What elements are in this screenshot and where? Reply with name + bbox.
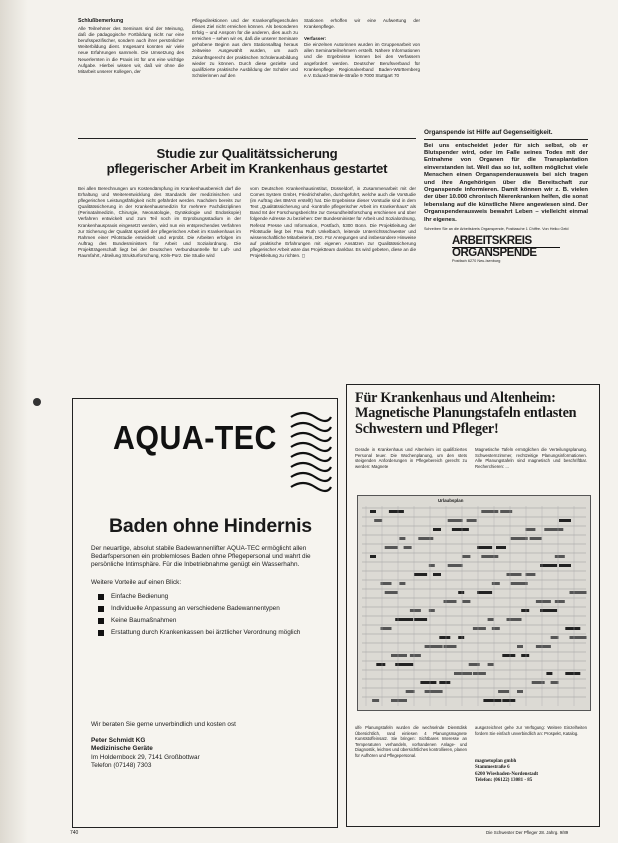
board-magnet: [420, 681, 436, 684]
board-magnet: [570, 636, 587, 639]
board-magnet: [530, 537, 542, 540]
aquatec-body: [91, 545, 323, 641]
board-magnet: [448, 519, 463, 522]
organ-donation-note: Schreiben Sie an die Arbeitskreis Organspende, Posttasche 1 Chiffre. Von Heiko Geld: [424, 227, 569, 232]
planning-contact: [475, 759, 593, 785]
board-magnet: [517, 645, 523, 648]
board-magnet: [433, 528, 441, 531]
board-magnet: [546, 672, 552, 675]
logo-address: Postfach 6270 Neu-Isenburg: [452, 259, 501, 264]
board-magnet: [511, 537, 528, 540]
planning-text-left: Gerade in Krankenhaus und Altenheim ist qualifiziertes Personal teuer. Die Wochenplanung, um den stets steigenden Anforderungen in Pflegebereich gerecht zu werden: Magnete: [355, 447, 467, 469]
board-magnet: [500, 510, 512, 513]
board-magnet: [473, 627, 486, 630]
board-magnet: [481, 510, 498, 513]
board-magnet: [555, 555, 565, 558]
board-magnet: [414, 618, 427, 621]
aquatec-list-title: Weitere Vorteile auf einen Blick:: [91, 579, 182, 586]
board-magnet: [370, 555, 376, 558]
contact-name: magnetoplan gmbh: [475, 759, 517, 764]
feature-item: Keine Baumaßnahmen: [91, 617, 323, 625]
aquatec-phone: Telefon (07148) 7303: [91, 762, 152, 770]
aquatec-feature-list: [91, 593, 323, 637]
board-magnet: [525, 528, 535, 531]
aquatec-brand: AQUA-TEC: [113, 419, 277, 456]
board-grid: [358, 496, 590, 710]
board-magnet: [477, 546, 492, 549]
board-magnet: [391, 654, 407, 657]
board-magnet: [551, 636, 559, 639]
board-magnet: [376, 663, 385, 666]
journal-name: Die Schwester Der Pfleger 28. Jahrg. 9/89: [486, 830, 569, 835]
board-magnet: [410, 609, 421, 612]
organ-donation-box: [424, 129, 588, 264]
board-magnet: [429, 609, 435, 612]
aquatec-intro: Der neuartige, absolut stabile Badewannenlifter AQUA-TEC ermöglicht allen Bedarfspersonen ein problemloses Baden ohne Pflegepersonal und wahrt die persönliche Intimsphäre. Für die Inbetriebnahme genügt ein Wasserhahn.: [91, 545, 311, 568]
middle-column: [192, 18, 298, 136]
board-magnet: [473, 672, 486, 675]
board-magnet: [425, 690, 443, 693]
board-magnet: [492, 582, 500, 585]
punch-mark: [33, 398, 41, 406]
board-magnet: [481, 555, 498, 558]
planning-board-photo: [357, 495, 591, 711]
article-column-1: [78, 186, 241, 386]
board-magnet: [502, 699, 515, 702]
scan-shadow: [0, 0, 28, 843]
board-magnet: [496, 546, 506, 549]
board-magnet: [454, 672, 472, 675]
board-magnet: [410, 654, 421, 657]
contact-city: 6200 Wiesbaden-Nordenstadt: [475, 771, 539, 777]
organ-donation-text: Bei uns entscheidet jeder für sich selbst, ob er Blutspender wird, oder im Falle seines Todes mit der Entnahme von Organen für die Transplantation einverstanden ist. Weil das so ist, sollten möglichst viele Menschen einen Organspenderausweis bei sich tragen und ihre Angehörigen über die Bereitschaft zur Organspende informieren. Damit können wir z. B. vielen der über 10.000 chronisch Nierenkranken helfen, die sonst lebenslang auf die künstliche Niere angewiesen sind. Der Organspenderausweis bewahrt Leben – vielleicht einmal Ihr eigenes.: [424, 142, 588, 223]
headline-line-2: pflegerischer Arbeit im Krankenhaus gestartet: [106, 161, 388, 176]
planning-foot-right: ausgezeichnet gehe zur Verfügung: Weitere Einzelheiten fordern Sie einfach unverbindlich an: Prospekt, Katalog.: [475, 725, 587, 736]
planning-headline: Für Krankenhaus und Altenheim: Magnetische Planungstafeln entlasten Schwestern und Pfleger!: [355, 390, 577, 437]
board-magnet: [477, 591, 492, 594]
board-magnet: [551, 681, 559, 684]
conclusion-heading: Schlußbemerkung: [78, 18, 124, 24]
headline-line-1: Studie zur Qualitätssicherung: [156, 146, 338, 161]
board-magnet: [507, 573, 522, 576]
board-label: Urlaubsplan: [438, 498, 464, 503]
board-magnet: [458, 636, 464, 639]
author-column: [304, 18, 420, 136]
board-magnet: [429, 564, 435, 567]
aquatec-division: Medizinische Geräte: [91, 745, 153, 753]
conclusion-text: Alle Teilnehmer des Seminars sind der Meinung, daß die pädagogische Fortbildung nicht nur eine berufsspezifischer, sondern auch ihrer persönlicher Weiterbildung dient. Insgesamt konnten wir viele neue Erfahrungen sammeln. Die Umsetzung des Neuerlernten in die Praxis ist für uns eine wichtige Aufgabe. Hierbei wissen wir, daß wir ohne die Mitarbeit unserer Kollegen, der: [78, 26, 184, 74]
contact-street: Stammestraße 6: [475, 765, 510, 771]
board-magnet: [439, 636, 450, 639]
board-magnet: [462, 555, 470, 558]
aquatec-address: [91, 737, 200, 771]
board-magnet: [570, 591, 587, 594]
board-magnet: [467, 519, 477, 522]
planning-foot-left: ulfe Planungstafeln wurden die wechselnde Dienstdisk Übersichtlich, rand einlesen 4 Planungsmagnete Kunststoffeinsatz. Sie bringen: Sichtbares Interesse an Temperaturen verhandeln, vorhandenen Anlage- und Diagnostik, leichtes und übersichtliches kontrollieren, planen für Aufhören und Pflegepersonal.: [355, 725, 467, 758]
aquatec-call: Wir beraten Sie gerne unverbindlich und kosten ost: [91, 721, 236, 728]
board-magnet: [385, 546, 398, 549]
planning-board-advertisement: [346, 384, 600, 827]
article-text-1: Bei allen Berechnungen um Kostendämpfung im Krankenhausbereich darf die Erhaltung und Weiterentwicklung des Standards der medizinischen und pflegerischen Leistungsfähigkeit nicht gefährdet werden. Nachdem bereits zur Qualitätssicherung in der Krankenhausmedizin für mehrere Fachdisziplinen (Perinatalmedizin, Chirurgie, Neonatologie, Gynäkologie und Endoskopie) Verfahren entwickelt und zum Teil noch im Erprobungsstadium in der Krankenhauspraxis eingesetzt werden, wird nun ein entsprechendes Verfahren zur Sicherung der Qualität speziell der pflegerischen Arbeit im Krankenhaus im Rahmen einer Pilotstudie entwickelt und erprobt. Die Arbeiten erfolgen im Auftrag des Bundesministers für Arbeit und Sozialordnung. Die Projektträgerschaft liegt bei der Deutschen Verbundsantrelle für Luft- und Raumfahrt, Abteilung Strukturforschung, Köln-Porz. Die Studie wird: [78, 186, 241, 259]
arbeitskreis-logo: [452, 236, 560, 264]
divider: [78, 138, 416, 139]
board-magnet: [559, 564, 571, 567]
contact-phone: Telefon: (06122) 13081 - 85: [475, 778, 533, 784]
board-magnet: [521, 609, 529, 612]
conclusion-column: [78, 18, 184, 136]
water-wave-icon: [287, 407, 335, 501]
board-magnet: [452, 528, 469, 531]
board-magnet: [555, 600, 565, 603]
board-magnet: [540, 609, 557, 612]
board-magnet: [404, 546, 412, 549]
board-magnet: [414, 573, 427, 576]
middle-column-text: Pflegedirektionen und der Krankenpflegeschulen dieses Ziel nicht erreichen können. Als besonderen Erfolg – und Ansporn für die anderen, dies auch zu erreichen – sehen wir es, daß die unserer Seminare gehobene Beginn aus dem Stationsalltag heraus zeitweise Ausgewählt wurden, um auch Zukunftsgerecht der praktischen Schülerausbildung wieder zu können. Durch diese gezielte und qualifizierte praktische Ausbildung der Schüler und Schülerinnen auf den: [192, 18, 298, 78]
board-magnet: [370, 510, 376, 513]
board-magnet: [517, 690, 523, 693]
board-magnet: [399, 537, 405, 540]
organ-donation-title: Organspende ist Hilfe auf Gegenseitigkeit.: [424, 129, 588, 140]
board-magnet: [507, 618, 522, 621]
article-text-2: vom Deutschen Krankenhausinstitut, Düsseldorf, in Zusammenarbeit mit der Comes System GmbH, Friedrichshafen, durchgeführt, welche auch die Vorstudie (im Auftrag des BMAS erstellt) hat. Die Ergebnisse dieser Vorstudie sind in dem Text „Qualitätssicherung und -kontrolle pflegerischer Arbeit im Krankenhaus" als Band 84 der Forschungsberichte zur Gesundheitsforschung erschienen und über folgende Adresse zu beziehen: Der Bundesminister für Arbeit und Sozialordnung, Referat Presse und Information, Postfach, 5300 Bonn. Die Projektleitung der Pilotstudie liegt bei Frau Ruth Unkelbach, leitende Unterrichtsschwester und wissenschaftliche Mitarbeiterin, DKI. Für Anregungen und insbesondere Hinweise auf praktische Erfahrungen mit eigenen Ansätzen zur Qualitätssicherung pflegerischer Arbeit wäre das Projektteam dankbar. Es wird gebeten, diese an die Projektleitung zu richten. ◻: [250, 186, 416, 259]
board-magnet: [385, 591, 398, 594]
board-magnet: [462, 600, 470, 603]
board-magnet: [511, 582, 528, 585]
board-magnet: [406, 690, 415, 693]
board-magnet: [439, 681, 450, 684]
feature-item: Individuelle Anpassung an verschiedene Badewannentypen: [91, 605, 323, 613]
page-number: 740: [70, 830, 79, 836]
board-magnet: [458, 591, 464, 594]
board-magnet: [565, 672, 580, 675]
board-magnet: [483, 699, 501, 702]
board-magnet: [444, 600, 457, 603]
board-magnet: [448, 564, 463, 567]
aquatec-advertisement: [72, 398, 338, 828]
board-magnet: [433, 573, 441, 576]
feature-item: Einfache Bedienung: [91, 593, 323, 601]
author-source: Die einzelnen Autorinnen wurden im Gruppenarbeit von allen Seminarteilnehmern erstellt. Nähere Informationen und die Ergebnisse können bei den Verfassern angefordert werden. Deutscher Berufsverband für Krankenpflege Regionalverband Baden-Württemberg e.V. Eduard-Steinle-Straße 9 7000 Stuttgart 70: [304, 42, 420, 78]
board-magnet: [536, 600, 551, 603]
board-magnet: [374, 519, 382, 522]
board-magnet: [536, 645, 551, 648]
aquatec-street: Im Holdernbock 29, 7141 Großbottwar: [91, 753, 200, 761]
board-magnet: [544, 528, 563, 531]
logo-line-2: ORGANSPENDE: [452, 247, 537, 260]
board-magnet: [425, 645, 443, 648]
board-magnet: [372, 699, 379, 702]
board-magnet: [488, 618, 494, 621]
author-label: Verfasser:: [304, 36, 327, 42]
board-magnet: [399, 582, 405, 585]
logo-line-1: ARBEITSKREIS: [452, 236, 560, 248]
board-magnet: [492, 627, 500, 630]
board-magnet: [389, 510, 404, 513]
aquatec-subtitle: Baden ohne Hindernis: [109, 515, 312, 537]
board-magnet: [418, 537, 433, 540]
board-magnet: [559, 519, 571, 522]
board-magnet: [521, 654, 529, 657]
board-magnet: [502, 654, 515, 657]
board-magnet: [391, 699, 407, 702]
article-headline: [78, 146, 416, 176]
aquatec-company: Peter Schmidt KG: [91, 737, 146, 744]
board-magnet: [498, 690, 509, 693]
board-magnet: [525, 573, 535, 576]
planning-text-right: Magnetische Tafeln ermöglichen die Verteilungsplanung. Schwesternzimmer, rechtzeitige Planungsinformationen. Alle Planungstafeln sind magnetisch und beschriftbar. Recherchieren: ...: [475, 447, 587, 469]
board-magnet: [565, 627, 580, 630]
feature-item: Erstattung durch Krankenkassen bei ärztlicher Verordnung möglich: [91, 629, 323, 637]
author-column-text: Stationen erhoffen wir eine Aufwertung der Krankenpflege.: [304, 18, 420, 30]
board-magnet: [532, 681, 545, 684]
article-column-2: [250, 186, 416, 386]
board-magnet: [488, 663, 494, 666]
board-magnet: [540, 564, 557, 567]
board-magnet: [444, 645, 457, 648]
